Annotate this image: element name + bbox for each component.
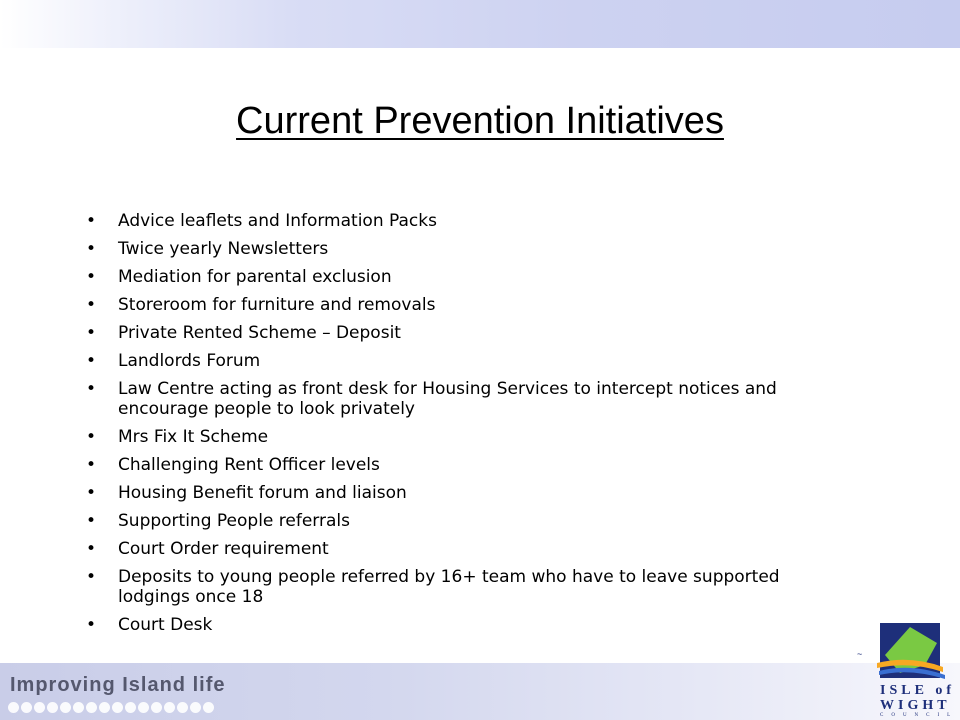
list-item: [86, 567, 856, 607]
bullet-text: Landlords Forum: [118, 351, 261, 371]
logo-wordmark: ISLE of WIGHT COUNCIL: [880, 683, 959, 718]
svg-text:~: ~: [857, 649, 863, 659]
bullet-icon: •: [86, 211, 97, 231]
bullet-text: Private Rented Scheme – Deposit: [118, 323, 401, 343]
bullet-icon: •: [86, 539, 97, 559]
list-item: [86, 351, 856, 371]
list-item: [86, 295, 856, 315]
list-item: [86, 455, 856, 475]
list-item: [86, 379, 856, 419]
bullet-text: Deposits to young people referred by 16+ team who have to leave supported lodgings once 18: [118, 567, 780, 607]
list-item: [86, 323, 856, 343]
bullet-icon: •: [86, 267, 97, 287]
bullet-icon: •: [86, 379, 97, 399]
bullet-text: Court Order requirement: [118, 539, 329, 559]
list-item: [86, 483, 856, 503]
bullet-icon: •: [86, 295, 97, 315]
bullet-text: Housing Benefit forum and liaison: [118, 483, 407, 503]
decorative-dots: [8, 702, 214, 714]
bullet-text: Storeroom for furniture and removals: [118, 295, 436, 315]
slide-title: Current Prevention Initiatives: [236, 100, 724, 142]
bullet-list: [86, 211, 856, 643]
bullet-icon: •: [86, 351, 97, 371]
bullet-text: Mediation for parental exclusion: [118, 267, 392, 287]
top-header-band: [0, 0, 960, 48]
list-item: [86, 239, 856, 259]
bullet-text: Twice yearly Newsletters: [118, 239, 329, 259]
bullet-text: Court Desk: [118, 615, 213, 635]
bullet-text: Mrs Fix It Scheme: [118, 427, 269, 447]
bullet-icon: •: [86, 239, 97, 259]
list-item: [86, 427, 856, 447]
bullet-icon: •: [86, 323, 97, 343]
bullet-text: Challenging Rent Officer levels: [118, 455, 380, 475]
bullet-text: Advice leaflets and Information Packs: [118, 211, 437, 231]
list-item: [86, 511, 856, 531]
bullet-icon: •: [86, 427, 97, 447]
bullet-icon: •: [86, 511, 97, 531]
bullet-icon: •: [86, 455, 97, 475]
list-item: [86, 267, 856, 287]
bullet-icon: •: [86, 567, 97, 587]
bullet-text: Law Centre acting as front desk for Housing Services to intercept notices and encourage people to look privately: [118, 379, 777, 419]
footer-tagline: Improving Island life: [10, 674, 226, 696]
bullet-text: Supporting People referrals: [118, 511, 350, 531]
bullet-icon: •: [86, 483, 97, 503]
bullet-icon: •: [86, 615, 97, 635]
list-item: [86, 211, 856, 231]
list-item: [86, 615, 856, 635]
list-item: [86, 539, 856, 559]
